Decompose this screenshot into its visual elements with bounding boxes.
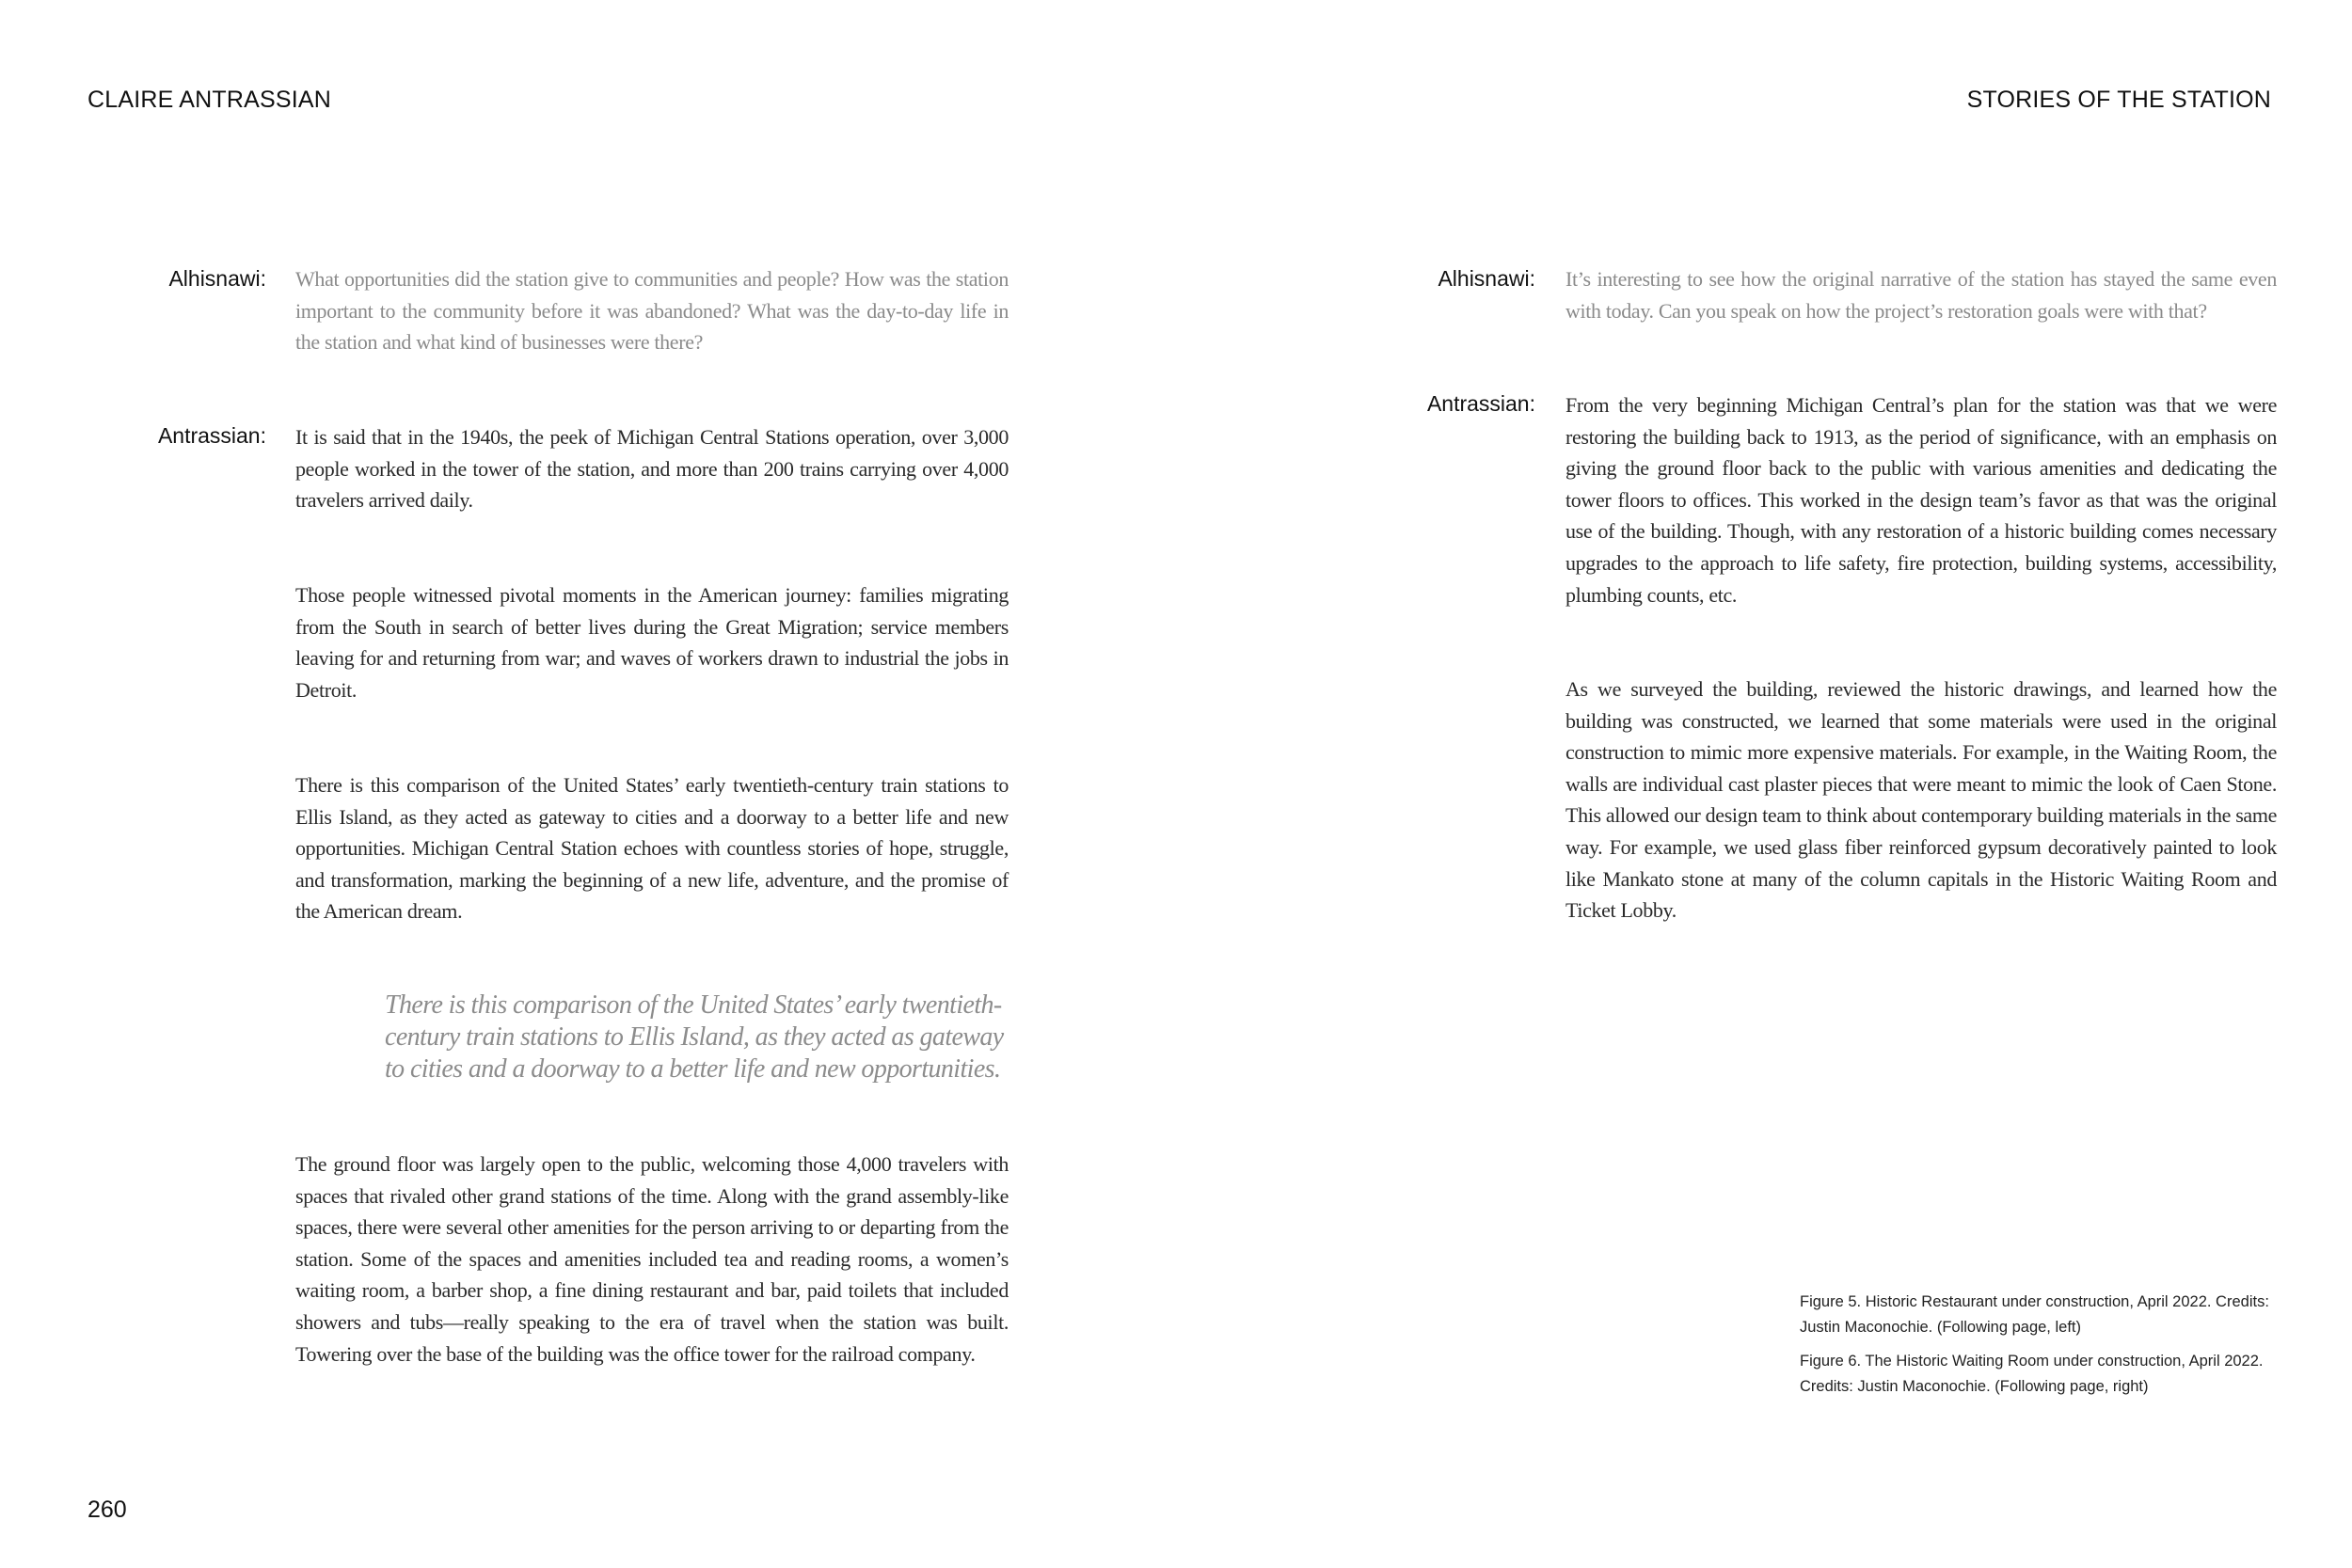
answer-paragraph: There is this comparison of the United States’ early twentieth-century train stations to Ellis Island, as they acted as gateway to cities and a doorway to a better life and new opportunities. Michigan Central Station echoes with countless stories of hope, struggle, and transformation, marking the beginning of a new life, adventure, and the promise of the American dream.	[295, 773, 1009, 924]
answer-paragraph: As we surveyed the building, reviewed the historic drawings, and learned how the building was constructed, we learned that some materials were used in the original construction to mimic more expensive materials. For example, in the Waiting Room, the walls are individual cast plaster pieces that were meant to mimic the look of Caen Stone. This allowed our design team to think about contemporary building materials in the same way. For example, we used glass fiber reinforced gypsum decoratively painted to look like Mankato stone at many of the column capitals in the Historic Waiting Room and Ticket Lobby.	[1565, 677, 2277, 923]
figure-caption: Figure 6. The Historic Waiting Room under construction, April 2022. Credits: Justin Maconochie. (Following page, right)	[1800, 1353, 2264, 1395]
interview-question: What opportunities did the station give to communities and people? How was the station important to the community before it was abandoned? What was the day-to-day life in the station and what kind of businesses were there?	[295, 267, 1009, 355]
question-speaker-label: Alhisnawi:	[1438, 266, 1535, 291]
running-header-author: CLAIRE ANTRASSIAN	[87, 87, 332, 113]
answer-paragraph: The ground floor was largely open to the public, welcoming those 4,000 travelers with spaces that rivaled other grand stations of the time. Along with the grand assembly-like spaces, there were several other amenities for the person arriving to or departing from the station. Some of the spaces and amenities included tea and reading rooms, a women’s waiting room, a barber shop, a fine dining restaurant and bar, paid toilets that included showers and tubs—really speaking to the era of travel when the station was built. Towering over the base of the building was the office tower for the railroad company.	[295, 1152, 1009, 1366]
answer-speaker-label: Antrassian:	[1426, 391, 1535, 416]
answer-paragraph: It is said that in the 1940s, the peek of Michigan Central Stations operation, over 3,000 people worked in the tower of the station, and more than 200 trains carrying over 4,000 travelers arrived daily.	[295, 425, 1009, 513]
interview-question: It’s interesting to see how the original narrative of the station has stayed the same even with today. Can you speak on how the project’s restoration goals were with that?	[1565, 267, 2277, 323]
answer-paragraph: From the very beginning Michigan Central’s plan for the station was that we were restoring the building back to 1913, as the period of significance, with an emphasis on giving the ground floor back to the public with various amenities and dedicating the tower floors to offices. This worked in the design team’s favor as that was the original use of the building. Though, with any restoration of a historic building comes necessary upgrades to the approach to life safety, fire protection, building systems, accessibility, plumbing counts, etc.	[1565, 393, 2277, 607]
answer-paragraph: Those people witnessed pivotal moments in the American journey: families migrating from the South in search of better lives during the Great Migration; service members leaving for and returning from war; and waves of workers drawn to industrial the jobs in Detroit.	[295, 583, 1009, 702]
question-speaker-label: Alhisnawi:	[168, 266, 266, 291]
answer-speaker-label: Antrassian:	[157, 423, 266, 448]
figure-caption: Figure 5. Historic Restaurant under construction, April 2022. Credits: Justin Maconochie. (Following page, left)	[1800, 1293, 2269, 1336]
running-header-title: STORIES OF THE STATION	[1966, 87, 2271, 113]
pull-quote: There is this comparison of the United States’ early twentieth-century train stations to Ellis Island, as they acted as gateway to cities and a doorway to a better life and new opportunities.	[385, 990, 1004, 1084]
page-number: 260	[87, 1497, 127, 1523]
